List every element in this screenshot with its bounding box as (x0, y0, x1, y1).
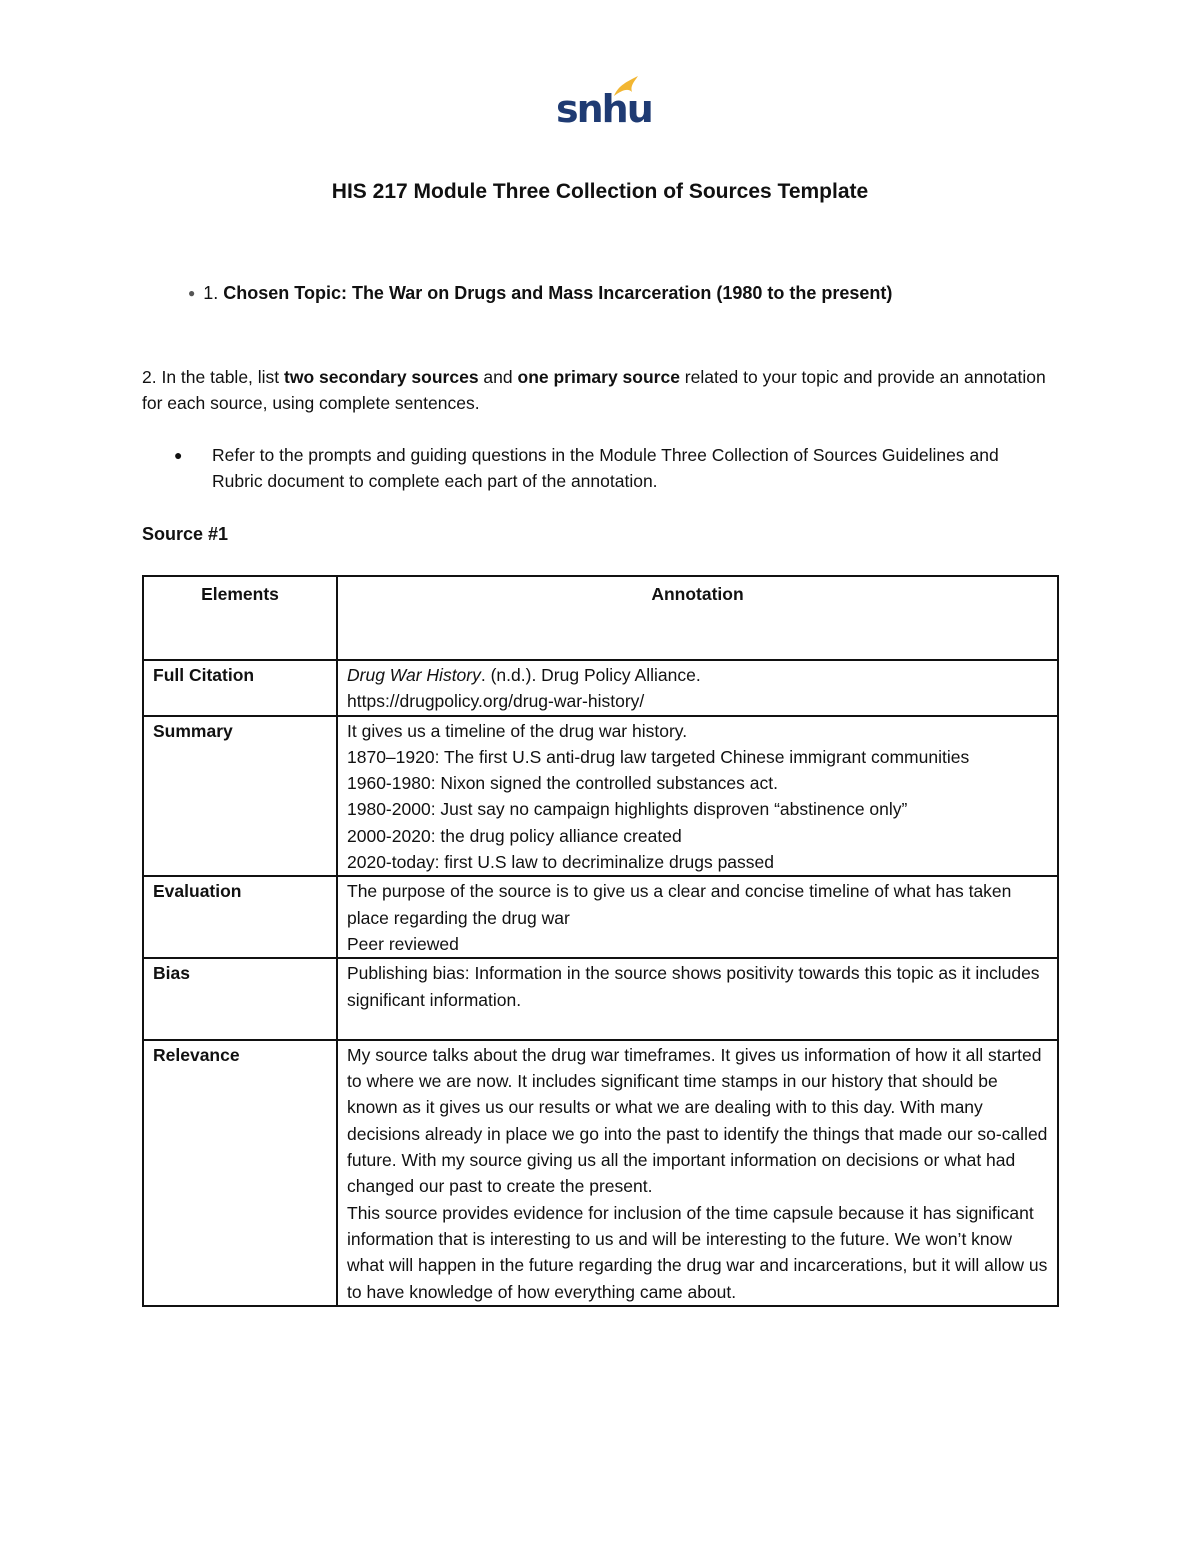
label-citation: Full Citation (143, 660, 337, 716)
instr-bold-1: two secondary sources (284, 367, 479, 387)
label-summary: Summary (143, 716, 337, 877)
header-annotation: Annotation (337, 576, 1058, 660)
guideline-text: Refer to the prompts and guiding questions in the Module Three Collection of Sources Guidelines and Rubric document to complete each part of the annotation. (212, 445, 999, 491)
source-heading: Source #1 (142, 524, 229, 544)
instructions-paragraph (142, 364, 1062, 416)
relevance-p2: This source provides evidence for inclusion of the time capsule because it has significant information that is interesting to us and will be interesting to the future. We won’t know what will happen in the future regarding the drug war and incarcerations, but it will allow us to have knowledge of how everything came about. (347, 1202, 1048, 1302)
snhu-logo (556, 74, 652, 134)
topic-item (188, 283, 892, 304)
summary-line: 1960-1980: Nixon signed the controlled substances act. (347, 773, 778, 794)
table-row (143, 1040, 1058, 1306)
cell-bias (337, 958, 1058, 1040)
relevance-p1: My source talks about the drug war timeframes. It gives us information of how it all started to where we are now. It includes significant time stamps in our history that should be known as it gives us our results or what we are dealing with to this day. With many decisions already in place we go into the past to identify the things that made our so-called future. With my source giving us all the important information on decisions or what had changed our past to create the present. (347, 1044, 1048, 1197)
summary-line: 2020-today: first U.S law to decriminalize drugs passed (347, 852, 775, 873)
instr-text-1: 2. In the table, list (142, 367, 285, 387)
source-table (142, 575, 1059, 1307)
header-elements: Elements (143, 576, 337, 660)
cell-summary (337, 716, 1058, 877)
cell-citation (337, 660, 1058, 716)
table-row (143, 660, 1058, 716)
bullet-icon: ● (174, 447, 183, 463)
page-title: HIS 217 Module Three Collection of Sources Template (331, 180, 869, 203)
table-header-row (143, 576, 1058, 660)
cell-evaluation (337, 876, 1058, 958)
citation-title: Drug War History (347, 665, 481, 685)
label-bias: Bias (143, 958, 337, 1040)
citation-url: https://drugpolicy.org/drug-war-history/ (347, 691, 645, 712)
table-row (143, 958, 1058, 1040)
summary-line: 2000-2020: the drug policy alliance created (347, 825, 682, 846)
evaluation-line: Peer reviewed (347, 933, 459, 954)
instr-text-3: related to your topic and provide an annotation for each source, using complete sentences. (142, 367, 1046, 413)
evaluation-line: The purpose of the source is to give us a clear and concise timeline of what has taken place regarding the drug war (347, 881, 1012, 928)
topic-text: Chosen Topic: The War on Drugs and Mass Incarceration (1980 to the present) (223, 283, 893, 303)
label-evaluation: Evaluation (143, 876, 337, 958)
summary-line: 1870–1920: The first U.S anti-drug law targeted Chinese immigrant communities (347, 746, 970, 767)
citation-rest: . (n.d.). Drug Policy Alliance. (480, 665, 701, 685)
table-row (143, 876, 1058, 958)
label-relevance: Relevance (143, 1040, 337, 1306)
bullet-icon: ● (188, 286, 196, 300)
summary-line: 1980-2000: Just say no campaign highlights disproven “abstinence only” (347, 799, 908, 820)
topic-number: 1. (203, 283, 219, 303)
table-row (143, 716, 1058, 877)
cell-relevance (337, 1040, 1058, 1306)
bias-text: Publishing bias: Information in the source shows positivity towards this topic as it includes significant information. (347, 963, 1040, 1010)
logo-text: snhu (556, 87, 652, 131)
summary-line: It gives us a timeline of the drug war history. (347, 720, 688, 741)
instr-bold-2: one primary source (517, 367, 680, 387)
instr-text-2: and (478, 367, 518, 387)
